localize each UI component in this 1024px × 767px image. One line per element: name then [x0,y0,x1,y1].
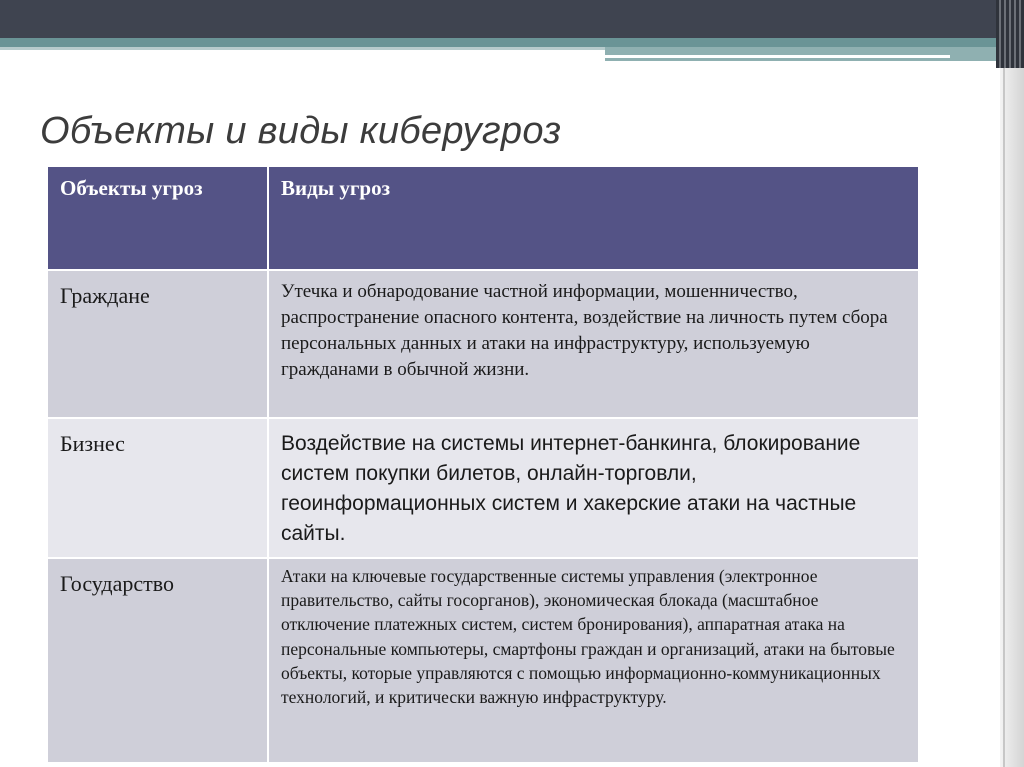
light-accent-band [0,47,605,50]
threats-cell: Утечка и обнародование частной информации, мошенничество, распространение опасного контента, воздействие на личность путем сбора персональных данных и атаки на инфраструктуру, используемую гражданами в обычной жизни. [268,270,919,418]
object-cell: Бизнес [47,418,268,558]
teal-accent-band-right [605,47,1010,61]
top-decorative-bar [0,0,1024,38]
table-row-business [47,418,919,558]
threats-cell: Атаки на ключевые государственные системы управления (электронное правительство, сайты госорганов), экономическая блокада (масштабное отключение платежных систем, систем бронирования), аппаратная атака на персональные компьютеры, смартфоны граждан и организаций, атаки на бытовые объекты, которые управляются с помощью информационно-коммуникационных технологий, и критически важную инфраструктуру. [268,558,919,763]
table-row-citizens [47,270,919,418]
column-header-objects: Объекты угроз [47,166,268,270]
slide-title: Объекты и виды киберугроз [40,110,562,152]
right-edge-line [1003,68,1005,767]
table-row-state [47,558,919,763]
object-cell: Государство [47,558,268,763]
table-header-row [47,166,919,270]
white-accent-stripe [605,55,950,58]
right-corner-stripes [996,0,1024,68]
threats-cell: Воздействие на системы интернет-банкинга, блокирование систем покупки билетов, онлайн-торговли, геоинформационных систем и хакерские атаки на частные сайты. [268,418,919,558]
teal-accent-band [0,38,1010,47]
column-header-threat-types: Виды угроз [268,166,919,270]
object-cell: Граждане [47,270,268,418]
threats-table [46,165,920,764]
